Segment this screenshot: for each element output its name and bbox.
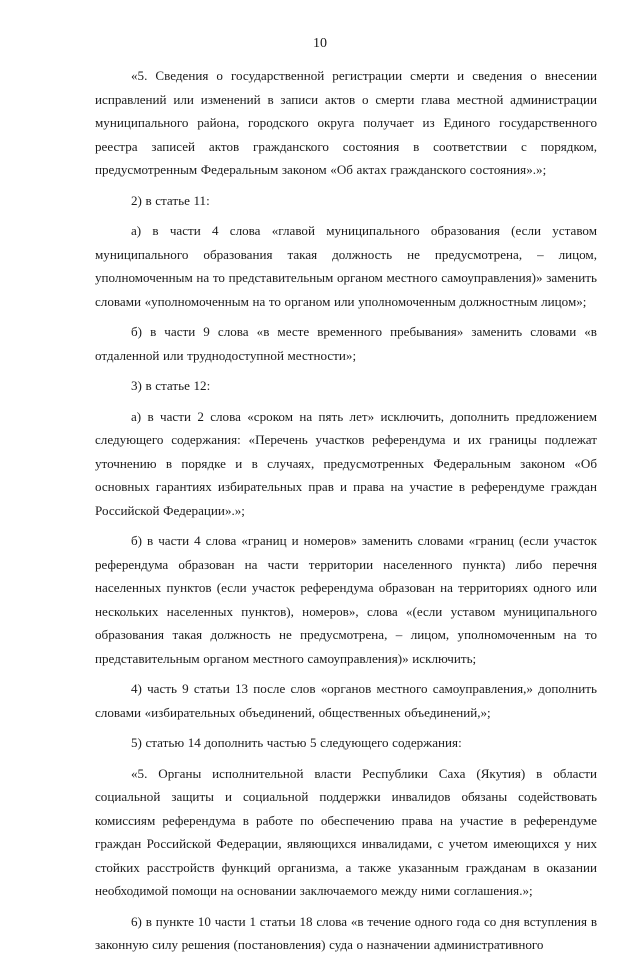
paragraph-article-18-point-10: 6) в пункте 10 части 1 статьи 18 слова «в течение одного года со дня вступления в законную силу решения (постановления) суда о назначении административного [95,913,597,952]
paragraph-article-12-part-4: б) в части 4 слова «границ и номеров» заменить словами «границ (если участок референдума образован на части территории населенного пункта) либо перечня населенных пунктов (если участок референдума образован на территориях одного или нескольких населенных пунктов), номеров», слова «(если уставом муниципального образования такая должность не предусмотрена, – лицом, уполномоченным на то представительным органом местного самоуправления)» исключить; [95,533,597,666]
paragraph-article-14-part-5: «5. Органы исполнительной власти Республики Саха (Якутия) в области социальной защиты и социальной поддержки инвалидов обязаны содействовать комиссиям референдума в работе по обеспечению права на участие в референдуме граждан Российской Федерации, являющихся инвалидами, с учетом имеющихся у них стойких расстройств функций организма, а также указанным гражданам в оказании необходимой помощи на основании заключаемого между ними соглашения.»; [95,765,597,898]
paragraph-article-12-part-2: а) в части 2 слова «сроком на пять лет» исключить, дополнить предложением следующего содержания: «Перечень участков референдума и их границы подлежат уточнению в порядке и в случаях, предусмотренных Федеральным законом «Об основных гарантиях избирательных прав и права на участие в референдуме граждан Российской Федерации».»; [95,408,597,518]
paragraph-article-13-part-9: 4) часть 9 статьи 13 после слов «органов местного самоуправления,» дополнить словами «избирательных объединений, общественных объединений,»; [95,681,597,720]
paragraph-article-12-heading: 3) в статье 12: [131,378,211,393]
paragraph-article-14-heading: 5) статью 14 дополнить частью 5 следующего содержания: [131,735,462,750]
paragraph-article-11-part-9: б) в части 9 слова «в месте временного пребывания» заменить словами «в отдаленной или труднодоступной местности»; [95,324,597,363]
document-body [95,64,597,964]
paragraph-article-11-part-4: а) в части 4 слова «главой муниципального образования (если уставом муниципального образования такая должность не предусмотрена, – лицом, уполномоченным на то представительным органом местного самоуправления)» заменить словами «уполномоченным на то органом или уполномоченным должностным лицом»; [95,223,597,309]
page-number: 10 [313,36,327,51]
paragraph-death-registration: «5. Сведения о государственной регистрации смерти и сведения о внесении исправлений или изменений в записи актов о смерти глава местной администрации муниципального района, городского округа получает из Единого государственного реестра записей актов гражданского состояния в соответствии с порядком, предусмотренным Федеральным законом «Об актах гражданского состояния».»; [95,68,597,177]
paragraph-article-11-heading: 2) в статье 11: [131,192,210,208]
